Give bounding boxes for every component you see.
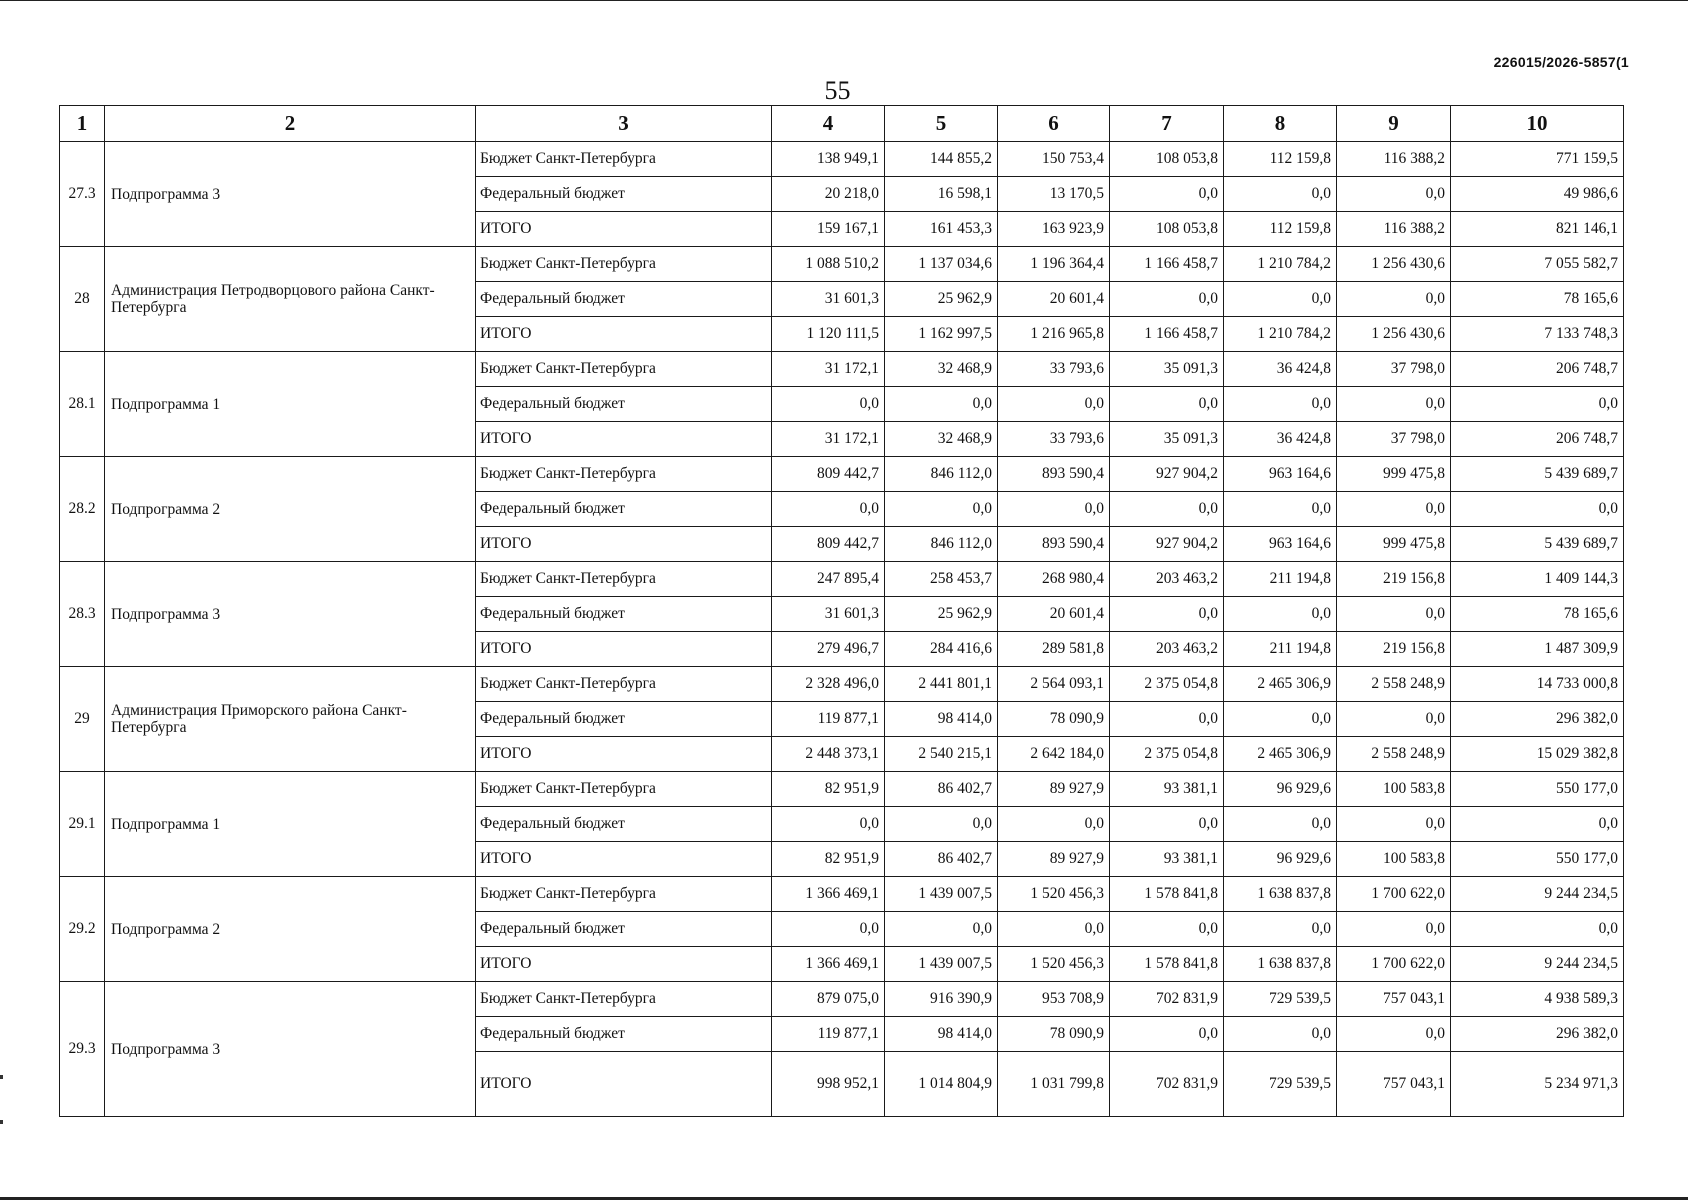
amount-cell: 1 520 456,3 — [998, 947, 1110, 982]
amount-cell: 1 166 458,7 — [1110, 317, 1224, 352]
amount-cell: 211 194,8 — [1224, 632, 1337, 667]
amount-cell: 916 390,9 — [885, 982, 998, 1017]
program-name: Подпрограмма 1 — [105, 352, 476, 457]
amount-cell: 0,0 — [1110, 282, 1224, 317]
amount-cell: 0,0 — [1337, 597, 1451, 632]
column-header: 1 — [60, 106, 105, 142]
funding-source: Бюджет Санкт-Петербурга — [476, 562, 772, 597]
amount-cell: 100 583,8 — [1337, 772, 1451, 807]
amount-cell: 0,0 — [1110, 1017, 1224, 1052]
amount-cell: 1 137 034,6 — [885, 247, 998, 282]
amount-cell: 96 929,6 — [1224, 842, 1337, 877]
amount-cell: 49 986,6 — [1451, 177, 1624, 212]
amount-cell: 1 700 622,0 — [1337, 877, 1451, 912]
table-row — [60, 142, 1624, 177]
amount-cell: 0,0 — [1110, 387, 1224, 422]
amount-cell: 33 793,6 — [998, 422, 1110, 457]
funding-source: ИТОГО — [476, 527, 772, 562]
amount-cell: 268 980,4 — [998, 562, 1110, 597]
amount-cell: 150 753,4 — [998, 142, 1110, 177]
amount-cell: 100 583,8 — [1337, 842, 1451, 877]
column-header: 8 — [1224, 106, 1337, 142]
amount-cell: 809 442,7 — [772, 457, 885, 492]
amount-cell: 1 088 510,2 — [772, 247, 885, 282]
amount-cell: 809 442,7 — [772, 527, 885, 562]
funding-source: Федеральный бюджет — [476, 807, 772, 842]
amount-cell: 89 927,9 — [998, 772, 1110, 807]
amount-cell: 211 194,8 — [1224, 562, 1337, 597]
amount-cell: 31 172,1 — [772, 422, 885, 457]
program-name: Подпрограмма 2 — [105, 877, 476, 982]
amount-cell: 2 558 248,9 — [1337, 667, 1451, 702]
amount-cell: 108 053,8 — [1110, 212, 1224, 247]
amount-cell: 1 520 456,3 — [998, 877, 1110, 912]
column-header: 5 — [885, 106, 998, 142]
table-row — [60, 562, 1624, 597]
amount-cell: 247 895,4 — [772, 562, 885, 597]
table-row — [60, 667, 1624, 702]
amount-cell: 0,0 — [1224, 492, 1337, 527]
row-number: 28.1 — [60, 352, 105, 457]
funding-source: Федеральный бюджет — [476, 702, 772, 737]
row-number: 27.3 — [60, 142, 105, 247]
funding-source: Бюджет Санкт-Петербурга — [476, 667, 772, 702]
table-body — [60, 142, 1624, 1117]
program-name: Подпрограмма 3 — [105, 562, 476, 667]
funding-source: Бюджет Санкт-Петербурга — [476, 352, 772, 387]
amount-cell: 0,0 — [1337, 912, 1451, 947]
scan-edge-mark — [0, 1075, 3, 1079]
table-header-row — [60, 106, 1624, 142]
amount-cell: 219 156,8 — [1337, 632, 1451, 667]
amount-cell: 0,0 — [1224, 702, 1337, 737]
column-header: 9 — [1337, 106, 1451, 142]
amount-cell: 729 539,5 — [1224, 982, 1337, 1017]
amount-cell: 112 159,8 — [1224, 142, 1337, 177]
amount-cell: 5 234 971,3 — [1451, 1052, 1624, 1117]
program-name: Подпрограмма 1 — [105, 772, 476, 877]
amount-cell: 2 441 801,1 — [885, 667, 998, 702]
amount-cell: 0,0 — [1224, 597, 1337, 632]
amount-cell: 1 578 841,8 — [1110, 877, 1224, 912]
amount-cell: 2 465 306,9 — [1224, 667, 1337, 702]
amount-cell: 0,0 — [1337, 177, 1451, 212]
amount-cell: 1 210 784,2 — [1224, 247, 1337, 282]
amount-cell: 116 388,2 — [1337, 212, 1451, 247]
funding-source: ИТОГО — [476, 422, 772, 457]
amount-cell: 36 424,8 — [1224, 352, 1337, 387]
amount-cell: 78 090,9 — [998, 702, 1110, 737]
amount-cell: 1 256 430,6 — [1337, 317, 1451, 352]
funding-source: Федеральный бюджет — [476, 597, 772, 632]
amount-cell: 0,0 — [998, 387, 1110, 422]
amount-cell: 0,0 — [772, 807, 885, 842]
row-number: 29.1 — [60, 772, 105, 877]
amount-cell: 289 581,8 — [998, 632, 1110, 667]
amount-cell: 98 414,0 — [885, 702, 998, 737]
amount-cell: 0,0 — [1110, 702, 1224, 737]
amount-cell: 32 468,9 — [885, 422, 998, 457]
amount-cell: 4 938 589,3 — [1451, 982, 1624, 1017]
amount-cell: 999 475,8 — [1337, 457, 1451, 492]
amount-cell: 729 539,5 — [1224, 1052, 1337, 1117]
table-row — [60, 457, 1624, 492]
amount-cell: 25 962,9 — [885, 282, 998, 317]
amount-cell: 2 448 373,1 — [772, 737, 885, 772]
funding-source: ИТОГО — [476, 737, 772, 772]
amount-cell: 36 424,8 — [1224, 422, 1337, 457]
funding-source: ИТОГО — [476, 317, 772, 352]
amount-cell: 0,0 — [885, 492, 998, 527]
amount-cell: 0,0 — [1337, 387, 1451, 422]
amount-cell: 0,0 — [1110, 492, 1224, 527]
amount-cell: 78 090,9 — [998, 1017, 1110, 1052]
program-name: Администрация Петродворцового района Санкт-Петербурга — [105, 247, 476, 352]
amount-cell: 0,0 — [1110, 597, 1224, 632]
amount-cell: 0,0 — [1224, 177, 1337, 212]
column-header: 10 — [1451, 106, 1624, 142]
amount-cell: 1 700 622,0 — [1337, 947, 1451, 982]
funding-source: Бюджет Санкт-Петербурга — [476, 457, 772, 492]
amount-cell: 821 146,1 — [1451, 212, 1624, 247]
amount-cell: 1 439 007,5 — [885, 947, 998, 982]
funding-source: ИТОГО — [476, 1052, 772, 1117]
amount-cell: 2 465 306,9 — [1224, 737, 1337, 772]
amount-cell: 1 638 837,8 — [1224, 877, 1337, 912]
amount-cell: 296 382,0 — [1451, 702, 1624, 737]
amount-cell: 31 172,1 — [772, 352, 885, 387]
amount-cell: 0,0 — [1110, 912, 1224, 947]
amount-cell: 279 496,7 — [772, 632, 885, 667]
program-name: Подпрограмма 3 — [105, 142, 476, 247]
amount-cell: 771 159,5 — [1451, 142, 1624, 177]
amount-cell: 0,0 — [1224, 807, 1337, 842]
column-header: 4 — [772, 106, 885, 142]
funding-source: ИТОГО — [476, 212, 772, 247]
amount-cell: 20 601,4 — [998, 282, 1110, 317]
funding-source: Бюджет Санкт-Петербурга — [476, 772, 772, 807]
amount-cell: 998 952,1 — [772, 1052, 885, 1117]
amount-cell: 953 708,9 — [998, 982, 1110, 1017]
amount-cell: 1 210 784,2 — [1224, 317, 1337, 352]
amount-cell: 108 053,8 — [1110, 142, 1224, 177]
amount-cell: 1 638 837,8 — [1224, 947, 1337, 982]
page-number: 55 — [824, 76, 851, 105]
amount-cell: 1 409 144,3 — [1451, 562, 1624, 597]
amount-cell: 2 558 248,9 — [1337, 737, 1451, 772]
amount-cell: 7 133 748,3 — [1451, 317, 1624, 352]
funding-source: ИТОГО — [476, 842, 772, 877]
amount-cell: 1 578 841,8 — [1110, 947, 1224, 982]
row-number: 29.3 — [60, 982, 105, 1117]
amount-cell: 98 414,0 — [885, 1017, 998, 1052]
amount-cell: 0,0 — [1224, 387, 1337, 422]
amount-cell: 32 468,9 — [885, 352, 998, 387]
column-header: 6 — [998, 106, 1110, 142]
amount-cell: 0,0 — [1451, 807, 1624, 842]
amount-cell: 1 166 458,7 — [1110, 247, 1224, 282]
amount-cell: 2 642 184,0 — [998, 737, 1110, 772]
amount-cell: 702 831,9 — [1110, 1052, 1224, 1117]
table-row — [60, 982, 1624, 1017]
amount-cell: 93 381,1 — [1110, 842, 1224, 877]
amount-cell: 0,0 — [885, 387, 998, 422]
amount-cell: 1 031 799,8 — [998, 1052, 1110, 1117]
amount-cell: 1 120 111,5 — [772, 317, 885, 352]
funding-source: Бюджет Санкт-Петербурга — [476, 982, 772, 1017]
amount-cell: 93 381,1 — [1110, 772, 1224, 807]
amount-cell: 2 375 054,8 — [1110, 737, 1224, 772]
amount-cell: 0,0 — [1110, 177, 1224, 212]
amount-cell: 37 798,0 — [1337, 352, 1451, 387]
program-name: Администрация Приморского района Санкт-Петербурга — [105, 667, 476, 772]
column-header: 7 — [1110, 106, 1224, 142]
table-row — [60, 247, 1624, 282]
amount-cell: 999 475,8 — [1337, 527, 1451, 562]
amount-cell: 119 877,1 — [772, 1017, 885, 1052]
amount-cell: 96 929,6 — [1224, 772, 1337, 807]
row-number: 28.3 — [60, 562, 105, 667]
amount-cell: 112 159,8 — [1224, 212, 1337, 247]
amount-cell: 0,0 — [1451, 387, 1624, 422]
amount-cell: 2 328 496,0 — [772, 667, 885, 702]
amount-cell: 0,0 — [998, 912, 1110, 947]
amount-cell: 879 075,0 — [772, 982, 885, 1017]
amount-cell: 757 043,1 — [1337, 1052, 1451, 1117]
funding-source: Федеральный бюджет — [476, 387, 772, 422]
amount-cell: 1 196 364,4 — [998, 247, 1110, 282]
column-header: 3 — [476, 106, 772, 142]
amount-cell: 78 165,6 — [1451, 282, 1624, 317]
funding-source: Федеральный бюджет — [476, 492, 772, 527]
amount-cell: 2 540 215,1 — [885, 737, 998, 772]
amount-cell: 35 091,3 — [1110, 352, 1224, 387]
column-header: 2 — [105, 106, 476, 142]
amount-cell: 20 218,0 — [772, 177, 885, 212]
amount-cell: 893 590,4 — [998, 527, 1110, 562]
amount-cell: 0,0 — [998, 807, 1110, 842]
table-row — [60, 352, 1624, 387]
program-name: Подпрограмма 2 — [105, 457, 476, 562]
amount-cell: 116 388,2 — [1337, 142, 1451, 177]
amount-cell: 86 402,7 — [885, 842, 998, 877]
amount-cell: 159 167,1 — [772, 212, 885, 247]
row-number: 29.2 — [60, 877, 105, 982]
amount-cell: 0,0 — [1224, 1017, 1337, 1052]
funding-source: ИТОГО — [476, 632, 772, 667]
amount-cell: 144 855,2 — [885, 142, 998, 177]
amount-cell: 757 043,1 — [1337, 982, 1451, 1017]
amount-cell: 0,0 — [1337, 282, 1451, 317]
amount-cell: 1 014 804,9 — [885, 1052, 998, 1117]
table-row — [60, 772, 1624, 807]
amount-cell: 86 402,7 — [885, 772, 998, 807]
amount-cell: 16 598,1 — [885, 177, 998, 212]
amount-cell: 927 904,2 — [1110, 527, 1224, 562]
amount-cell: 82 951,9 — [772, 842, 885, 877]
amount-cell: 20 601,4 — [998, 597, 1110, 632]
amount-cell: 82 951,9 — [772, 772, 885, 807]
amount-cell: 138 949,1 — [772, 142, 885, 177]
funding-source: Федеральный бюджет — [476, 912, 772, 947]
amount-cell: 5 439 689,7 — [1451, 457, 1624, 492]
amount-cell: 0,0 — [1451, 492, 1624, 527]
amount-cell: 119 877,1 — [772, 702, 885, 737]
amount-cell: 296 382,0 — [1451, 1017, 1624, 1052]
amount-cell: 1 162 997,5 — [885, 317, 998, 352]
amount-cell: 33 793,6 — [998, 352, 1110, 387]
amount-cell: 0,0 — [1337, 807, 1451, 842]
amount-cell: 2 564 093,1 — [998, 667, 1110, 702]
amount-cell: 550 177,0 — [1451, 842, 1624, 877]
amount-cell: 963 164,6 — [1224, 527, 1337, 562]
funding-source: ИТОГО — [476, 947, 772, 982]
amount-cell: 31 601,3 — [772, 597, 885, 632]
amount-cell: 1 216 965,8 — [998, 317, 1110, 352]
top-scan-edge — [0, 0, 1688, 1]
amount-cell: 258 453,7 — [885, 562, 998, 597]
amount-cell: 7 055 582,7 — [1451, 247, 1624, 282]
amount-cell: 893 590,4 — [998, 457, 1110, 492]
scan-edge-mark — [0, 1120, 3, 1124]
amount-cell: 284 416,6 — [885, 632, 998, 667]
row-number: 28 — [60, 247, 105, 352]
amount-cell: 550 177,0 — [1451, 772, 1624, 807]
amount-cell: 206 748,7 — [1451, 422, 1624, 457]
amount-cell: 0,0 — [1110, 807, 1224, 842]
amount-cell: 219 156,8 — [1337, 562, 1451, 597]
amount-cell: 846 112,0 — [885, 527, 998, 562]
amount-cell: 163 923,9 — [998, 212, 1110, 247]
amount-cell: 846 112,0 — [885, 457, 998, 492]
amount-cell: 0,0 — [1337, 1017, 1451, 1052]
amount-cell: 203 463,2 — [1110, 632, 1224, 667]
row-number: 28.2 — [60, 457, 105, 562]
funding-source: Бюджет Санкт-Петербурга — [476, 142, 772, 177]
amount-cell: 15 029 382,8 — [1451, 737, 1624, 772]
amount-cell: 206 748,7 — [1451, 352, 1624, 387]
amount-cell: 0,0 — [1451, 912, 1624, 947]
amount-cell: 9 244 234,5 — [1451, 877, 1624, 912]
amount-cell: 0,0 — [885, 807, 998, 842]
funding-source: Бюджет Санкт-Петербурга — [476, 877, 772, 912]
amount-cell: 78 165,6 — [1451, 597, 1624, 632]
amount-cell: 31 601,3 — [772, 282, 885, 317]
table-row — [60, 877, 1624, 912]
amount-cell: 35 091,3 — [1110, 422, 1224, 457]
amount-cell: 1 439 007,5 — [885, 877, 998, 912]
amount-cell: 0,0 — [772, 492, 885, 527]
amount-cell: 89 927,9 — [998, 842, 1110, 877]
budget-table — [59, 105, 1624, 1117]
document-id: 226015/2026-5857(1 — [1493, 54, 1629, 70]
funding-source: Бюджет Санкт-Петербурга — [476, 247, 772, 282]
amount-cell: 14 733 000,8 — [1451, 667, 1624, 702]
amount-cell: 702 831,9 — [1110, 982, 1224, 1017]
row-number: 29 — [60, 667, 105, 772]
amount-cell: 37 798,0 — [1337, 422, 1451, 457]
amount-cell: 1 487 309,9 — [1451, 632, 1624, 667]
funding-source: Федеральный бюджет — [476, 177, 772, 212]
amount-cell: 203 463,2 — [1110, 562, 1224, 597]
amount-cell: 963 164,6 — [1224, 457, 1337, 492]
amount-cell: 0,0 — [772, 387, 885, 422]
amount-cell: 0,0 — [885, 912, 998, 947]
amount-cell: 1 366 469,1 — [772, 947, 885, 982]
funding-source: Федеральный бюджет — [476, 282, 772, 317]
amount-cell: 5 439 689,7 — [1451, 527, 1624, 562]
funding-source: Федеральный бюджет — [476, 1017, 772, 1052]
amount-cell: 25 962,9 — [885, 597, 998, 632]
amount-cell: 2 375 054,8 — [1110, 667, 1224, 702]
amount-cell: 161 453,3 — [885, 212, 998, 247]
amount-cell: 1 256 430,6 — [1337, 247, 1451, 282]
amount-cell: 0,0 — [1337, 492, 1451, 527]
amount-cell: 9 244 234,5 — [1451, 947, 1624, 982]
amount-cell: 0,0 — [772, 912, 885, 947]
amount-cell: 13 170,5 — [998, 177, 1110, 212]
program-name: Подпрограмма 3 — [105, 982, 476, 1117]
amount-cell: 0,0 — [998, 492, 1110, 527]
amount-cell: 927 904,2 — [1110, 457, 1224, 492]
amount-cell: 0,0 — [1224, 282, 1337, 317]
amount-cell: 0,0 — [1224, 912, 1337, 947]
amount-cell: 1 366 469,1 — [772, 877, 885, 912]
amount-cell: 0,0 — [1337, 702, 1451, 737]
